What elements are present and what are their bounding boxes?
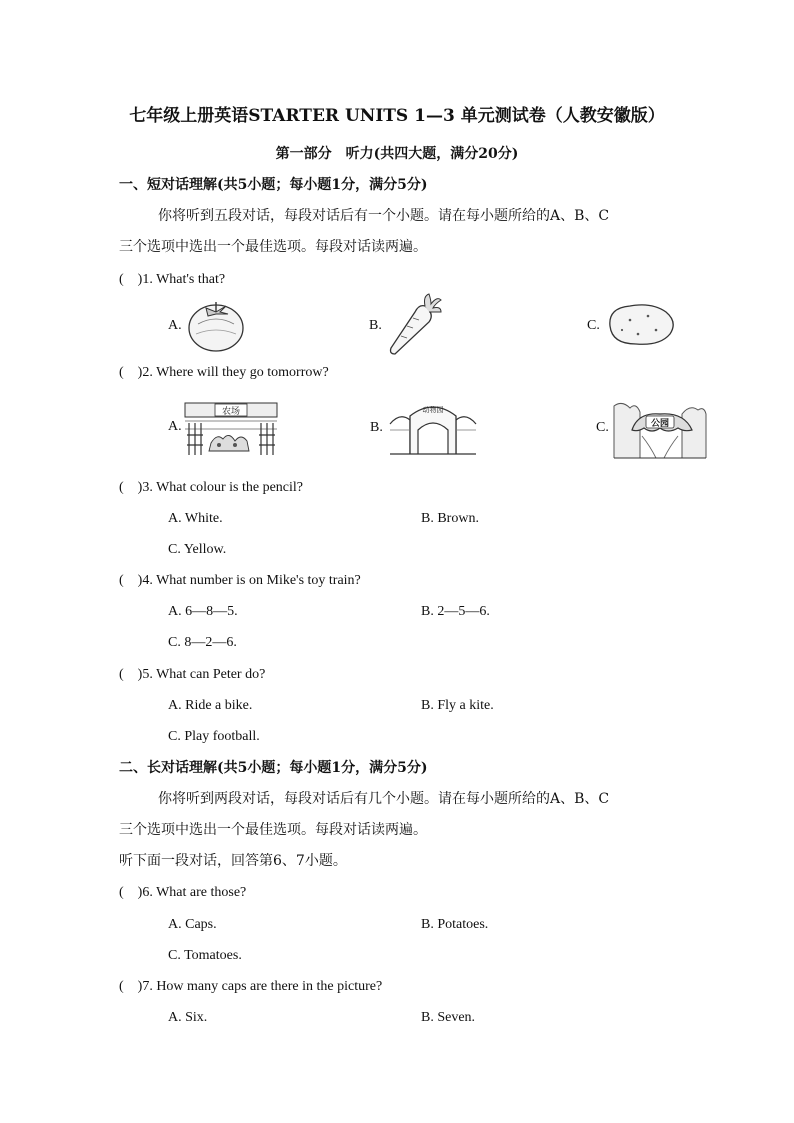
q6-option-b: B. Potatoes. <box>421 917 489 932</box>
zoo-sign-text: 动物园 <box>422 406 444 414</box>
q3-option-a: A. White. <box>168 511 223 526</box>
q1-option-c-label: C. <box>587 318 600 333</box>
carrot-picture <box>385 292 445 358</box>
question-4-stem: ( )4. What number is on Mike's toy train? <box>119 573 361 588</box>
question-5-stem: ( )5. What can Peter do? <box>119 667 266 682</box>
park-gate-picture <box>612 396 708 460</box>
park-sign-text: 公园 <box>650 419 670 429</box>
section1-heading: 一、短对话理解(共5小题；每小题1分，满分5分) <box>119 177 428 193</box>
q7-option-a: A. Six. <box>168 1010 208 1025</box>
q6-option-c: C. Tomatoes. <box>168 948 242 963</box>
q5-option-c: C. Play football. <box>168 729 260 744</box>
section2-instruction-1: 你将听到两段对话，每段对话后有几个小题。请在每小题所给的A、B、C <box>158 791 610 807</box>
potato-picture <box>604 300 678 348</box>
q1-option-b-label: B. <box>369 318 382 333</box>
farm-gate-picture <box>183 399 279 457</box>
page-title: 七年级上册英语STARTER UNITS 1—3 单元测试卷（人教安徽版） <box>129 106 665 126</box>
part-heading: 第一部分 听力(共四大题，满分20分) <box>275 146 519 162</box>
question-6-stem: ( )6. What are those? <box>119 885 247 900</box>
q3-option-c: C. Yellow. <box>168 542 227 557</box>
tomato-picture <box>186 296 246 354</box>
q2-option-a-label: A. <box>168 419 182 434</box>
section1-instruction-1: 你将听到五段对话，每段对话后有一个小题。请在每小题所给的A、B、C <box>158 208 610 224</box>
question-1-stem: ( )1. What's that? <box>119 272 226 287</box>
zoo-gate-picture <box>388 396 478 456</box>
q2-option-b-label: B. <box>370 420 383 435</box>
question-2-stem: ( )2. Where will they go tomorrow? <box>119 365 329 380</box>
q5-option-b: B. Fly a kite. <box>421 698 494 713</box>
q5-option-a: A. Ride a bike. <box>168 698 253 713</box>
question-7-stem: ( )7. How many caps are there in the picture? <box>119 979 383 994</box>
q4-option-c: C. 8—2—6. <box>168 635 237 650</box>
section1-instruction-2: 三个选项中选出一个最佳选项。每段对话读两遍。 <box>119 239 427 255</box>
question-3-stem: ( )3. What colour is the pencil? <box>119 480 304 495</box>
q1-option-a-label: A. <box>168 318 182 333</box>
section2-instruction-2: 三个选项中选出一个最佳选项。每段对话读两遍。 <box>119 822 427 838</box>
section2-instruction-3: 听下面一段对话，回答第6、7小题。 <box>119 853 347 869</box>
q6-option-a: A. Caps. <box>168 917 217 932</box>
section2-heading: 二、长对话理解(共5小题；每小题1分，满分5分) <box>119 760 428 776</box>
q4-option-b: B. 2—5—6. <box>421 604 490 619</box>
q7-option-b: B. Seven. <box>421 1010 476 1025</box>
farm-sign-text: 农场 <box>221 407 241 417</box>
q4-option-a: A. 6—8—5. <box>168 604 238 619</box>
q3-option-b: B. Brown. <box>421 511 479 526</box>
q2-option-c-label: C. <box>596 420 609 435</box>
